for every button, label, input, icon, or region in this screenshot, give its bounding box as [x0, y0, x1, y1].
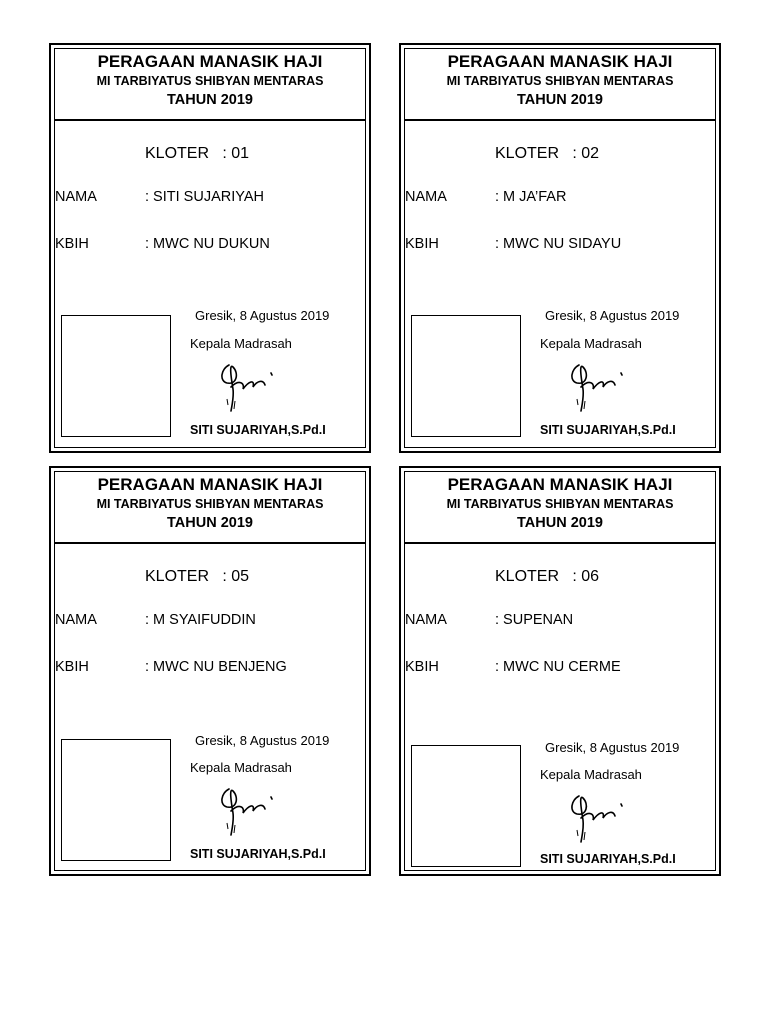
id-card-kloter-02: [399, 43, 721, 453]
signature-icon: [215, 359, 285, 414]
signer-name: SITI SUJARIYAH,S.Pd.I: [540, 423, 676, 437]
kbih-label: KBIH: [405, 659, 439, 675]
photo-placeholder: [61, 739, 171, 861]
kbih-label: KBIH: [55, 659, 89, 675]
card-inner-frame: [404, 48, 716, 448]
card-title: PERAGAAN MANASIK HAJI: [447, 475, 673, 494]
card-year: TAHUN 2019: [167, 515, 253, 531]
signer-name: SITI SUJARIYAH,S.Pd.I: [190, 847, 326, 861]
kloter-number: KLOTER : 06: [495, 568, 600, 585]
id-card-kloter-01: [49, 43, 371, 453]
kloter-number: KLOTER : 05: [145, 568, 250, 585]
card-inner-frame: [404, 471, 716, 871]
nama-label: NAMA: [405, 189, 447, 205]
signature-icon: [215, 783, 285, 838]
id-card-kloter-06: [399, 466, 721, 876]
signer-position: Kepala Madrasah: [540, 767, 642, 782]
signer-name: SITI SUJARIYAH,S.Pd.I: [540, 852, 676, 866]
nama-value: : M SYAIFUDDIN: [145, 612, 256, 628]
card-title: PERAGAAN MANASIK HAJI: [97, 52, 323, 71]
card-header: [55, 472, 365, 544]
card-title: PERAGAAN MANASIK HAJI: [447, 52, 673, 71]
kbih-label: KBIH: [405, 236, 439, 252]
signer-position: Kepala Madrasah: [540, 336, 642, 351]
signer-position: Kepala Madrasah: [190, 336, 292, 351]
signer-position: Kepala Madrasah: [190, 760, 292, 775]
nama-value: : SUPENAN: [495, 612, 574, 628]
nama-label: NAMA: [55, 189, 97, 205]
photo-placeholder: [411, 315, 521, 437]
school-name: MI TARBIYATUS SHIBYAN MENTARAS: [96, 497, 324, 511]
signature-icon: [565, 359, 635, 414]
kbih-value: : MWC NU CERME: [495, 659, 621, 675]
nama-label: NAMA: [405, 612, 447, 628]
nama-value: : SITI SUJARIYAH: [145, 189, 264, 205]
card-inner-frame: [54, 48, 366, 448]
photo-placeholder: [411, 745, 521, 867]
card-year: TAHUN 2019: [517, 515, 603, 531]
place-date: Gresik, 8 Agustus 2019: [545, 740, 680, 755]
kbih-value: : MWC NU SIDAYU: [495, 236, 622, 252]
kbih-value: : MWC NU BENJENG: [145, 659, 287, 675]
card-header: [55, 49, 365, 121]
photo-placeholder: [61, 315, 171, 437]
card-year: TAHUN 2019: [517, 92, 603, 108]
nama-label: NAMA: [55, 612, 97, 628]
card-title: PERAGAAN MANASIK HAJI: [97, 475, 323, 494]
signer-name: SITI SUJARIYAH,S.Pd.I: [190, 423, 326, 437]
place-date: Gresik, 8 Agustus 2019: [545, 308, 680, 323]
signature-icon: [565, 790, 635, 845]
place-date: Gresik, 8 Agustus 2019: [195, 308, 330, 323]
card-inner-frame: [54, 471, 366, 871]
place-date: Gresik, 8 Agustus 2019: [195, 733, 330, 748]
kloter-number: KLOTER : 01: [145, 145, 250, 162]
school-name: MI TARBIYATUS SHIBYAN MENTARAS: [446, 74, 674, 88]
kloter-number: KLOTER : 02: [495, 145, 600, 162]
school-name: MI TARBIYATUS SHIBYAN MENTARAS: [446, 497, 674, 511]
card-year: TAHUN 2019: [167, 92, 253, 108]
school-name: MI TARBIYATUS SHIBYAN MENTARAS: [96, 74, 324, 88]
nama-value: : M JA’FAR: [495, 189, 567, 205]
kbih-value: : MWC NU DUKUN: [145, 236, 270, 252]
kbih-label: KBIH: [55, 236, 89, 252]
card-header: [405, 49, 715, 121]
card-header: [405, 472, 715, 544]
id-card-kloter-05: [49, 466, 371, 876]
